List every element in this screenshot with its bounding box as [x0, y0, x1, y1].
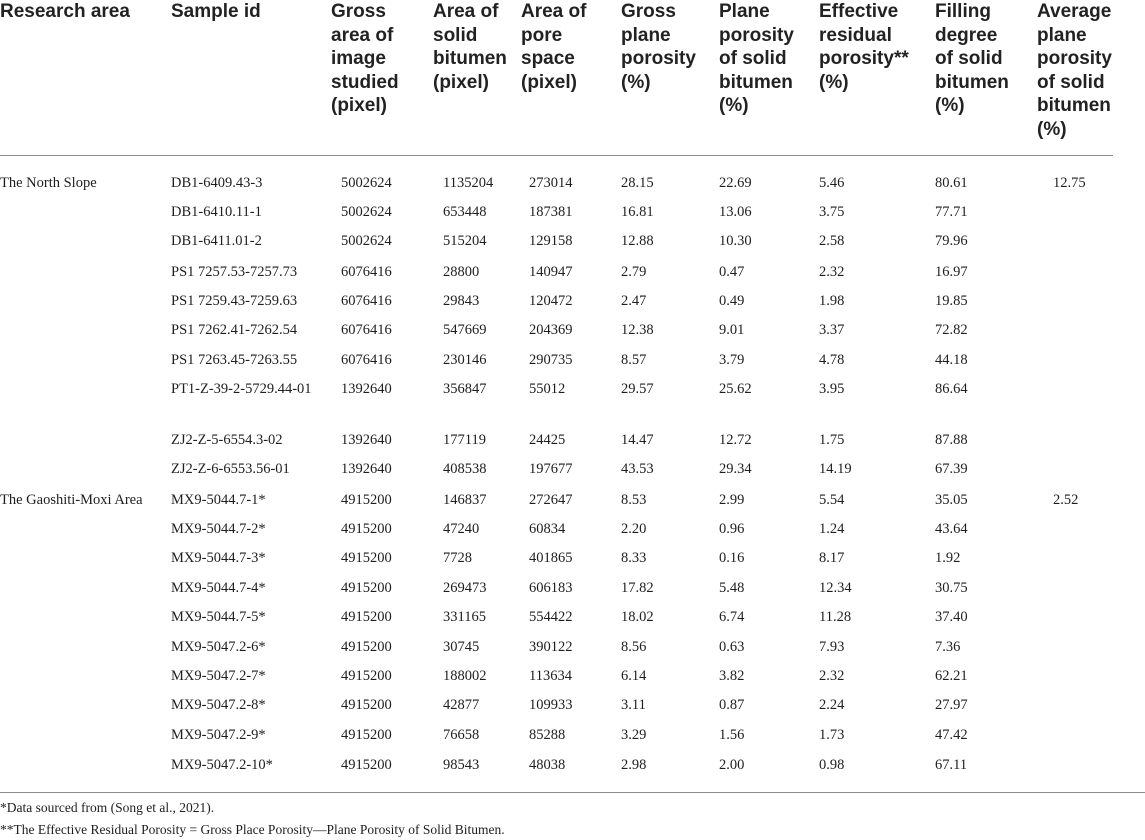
filling-degree-cell: 80.61: [935, 175, 968, 191]
effective-residual-porosity-cell: 2.24: [819, 697, 845, 713]
gross-plane-porosity-cell: 2.20: [621, 521, 647, 537]
gross-plane-porosity-cell: 29.57: [621, 381, 654, 397]
gross-area-cell: 4915200: [341, 580, 392, 596]
header-area-pore-space: Area of pore space (pixel): [521, 1, 587, 93]
plane-porosity-bitumen-cell: 0.49: [719, 293, 745, 309]
gross-area-cell: 6076416: [341, 264, 392, 280]
header-filling-degree: Filling degree of solid bitumen (%): [935, 1, 1009, 116]
gross-area-cell: 1392640: [341, 461, 392, 477]
effective-residual-porosity-cell: 1.73: [819, 727, 845, 743]
sample-id-cell: PS1 7259.43-7259.63: [171, 293, 298, 309]
gross-area-cell: 1392640: [341, 381, 392, 397]
filling-degree-cell: 37.40: [935, 609, 968, 625]
solid-bitumen-area-cell: 408538: [443, 461, 487, 477]
filling-degree-cell: 43.64: [935, 521, 968, 537]
header-divider: [0, 155, 1113, 156]
pore-space-area-cell: 290735: [529, 352, 573, 368]
header-gross-plane-porosity: Gross plane porosity (%): [621, 1, 696, 93]
solid-bitumen-area-cell: 653448: [443, 204, 487, 220]
gross-area-cell: 4915200: [341, 727, 392, 743]
filling-degree-cell: 72.82: [935, 322, 968, 338]
gross-plane-porosity-cell: 16.81: [621, 204, 654, 220]
gross-area-cell: 6076416: [341, 322, 392, 338]
effective-residual-porosity-cell: 3.37: [819, 322, 845, 338]
sample-id-cell: MX9-5044.7-2*: [171, 521, 266, 537]
pore-space-area-cell: 204369: [529, 322, 573, 338]
plane-porosity-bitumen-cell: 9.01: [719, 322, 745, 338]
solid-bitumen-area-cell: 356847: [443, 381, 487, 397]
sample-id-cell: DB1-6410.11-1: [171, 204, 262, 220]
plane-porosity-bitumen-cell: 22.69: [719, 175, 752, 191]
filling-degree-cell: 16.97: [935, 264, 968, 280]
gross-plane-porosity-cell: 6.14: [621, 668, 647, 684]
pore-space-area-cell: 120472: [529, 293, 573, 309]
pore-space-area-cell: 197677: [529, 461, 573, 477]
gross-area-cell: 4915200: [341, 521, 392, 537]
sample-id-cell: ZJ2-Z-5-6554.3-02: [171, 432, 283, 448]
plane-porosity-bitumen-cell: 2.00: [719, 757, 745, 773]
solid-bitumen-area-cell: 7728: [443, 550, 472, 566]
filling-degree-cell: 86.64: [935, 381, 968, 397]
gross-area-cell: 5002624: [341, 175, 392, 191]
effective-residual-porosity-cell: 2.58: [819, 233, 845, 249]
filling-degree-cell: 47.42: [935, 727, 968, 743]
gross-plane-porosity-cell: 3.29: [621, 727, 647, 743]
filling-degree-cell: 79.96: [935, 233, 968, 249]
table-bottom-rule: [0, 792, 1145, 793]
pore-space-area-cell: 113634: [529, 668, 572, 684]
gross-plane-porosity-cell: 14.47: [621, 432, 654, 448]
gross-area-cell: 5002624: [341, 204, 392, 220]
sample-id-cell: MX9-5044.7-1*: [171, 492, 266, 508]
plane-porosity-bitumen-cell: 0.96: [719, 521, 745, 537]
plane-porosity-bitumen-cell: 3.79: [719, 352, 745, 368]
sample-id-cell: MX9-5047.2-6*: [171, 639, 266, 655]
gross-plane-porosity-cell: 2.47: [621, 293, 647, 309]
sample-id-cell: MX9-5044.7-3*: [171, 550, 266, 566]
research-area-label: The Gaoshiti-Moxi Area: [0, 492, 143, 508]
plane-porosity-bitumen-cell: 1.56: [719, 727, 745, 743]
header-research-area: Research area: [0, 1, 130, 22]
pore-space-area-cell: 129158: [529, 233, 573, 249]
gross-area-cell: 1392640: [341, 432, 392, 448]
effective-residual-porosity-cell: 7.93: [819, 639, 845, 655]
pore-space-area-cell: 606183: [529, 580, 573, 596]
filling-degree-cell: 67.39: [935, 461, 968, 477]
gross-plane-porosity-cell: 2.79: [621, 264, 647, 280]
solid-bitumen-area-cell: 76658: [443, 727, 480, 743]
gross-plane-porosity-cell: 17.82: [621, 580, 654, 596]
solid-bitumen-area-cell: 230146: [443, 352, 487, 368]
gross-area-cell: 4915200: [341, 757, 392, 773]
plane-porosity-bitumen-cell: 0.16: [719, 550, 745, 566]
filling-degree-cell: 19.85: [935, 293, 968, 309]
research-area-label: The North Slope: [0, 175, 97, 191]
pore-space-area-cell: 24425: [529, 432, 566, 448]
solid-bitumen-area-cell: 331165: [443, 609, 486, 625]
plane-porosity-bitumen-cell: 5.48: [719, 580, 745, 596]
pore-space-area-cell: 60834: [529, 521, 566, 537]
pore-space-area-cell: 109933: [529, 697, 573, 713]
solid-bitumen-area-cell: 1135204: [443, 175, 494, 191]
filling-degree-cell: 30.75: [935, 580, 968, 596]
sample-id-cell: DB1-6409.43-3: [171, 175, 263, 191]
gross-area-cell: 4915200: [341, 697, 392, 713]
filling-degree-cell: 62.21: [935, 668, 968, 684]
plane-porosity-bitumen-cell: 2.99: [719, 492, 745, 508]
effective-residual-porosity-cell: 1.24: [819, 521, 845, 537]
sample-id-cell: MX9-5044.7-5*: [171, 609, 266, 625]
effective-residual-porosity-cell: 1.75: [819, 432, 845, 448]
filling-degree-cell: 27.97: [935, 697, 968, 713]
gross-plane-porosity-cell: 8.53: [621, 492, 647, 508]
solid-bitumen-area-cell: 269473: [443, 580, 487, 596]
solid-bitumen-area-cell: 515204: [443, 233, 487, 249]
pore-space-area-cell: 401865: [529, 550, 573, 566]
gross-plane-porosity-cell: 12.38: [621, 322, 654, 338]
sample-id-cell: ZJ2-Z-6-6553.56-01: [171, 461, 290, 477]
effective-residual-porosity-cell: 14.19: [819, 461, 852, 477]
pore-space-area-cell: 554422: [529, 609, 573, 625]
gross-plane-porosity-cell: 8.57: [621, 352, 647, 368]
effective-residual-porosity-cell: 2.32: [819, 668, 845, 684]
plane-porosity-bitumen-cell: 0.47: [719, 264, 745, 280]
gross-area-cell: 4915200: [341, 550, 392, 566]
sample-id-cell: MX9-5047.2-9*: [171, 727, 266, 743]
sample-id-cell: MX9-5047.2-10*: [171, 757, 273, 773]
sample-id-cell: DB1-6411.01-2: [171, 233, 262, 249]
gross-plane-porosity-cell: 8.56: [621, 639, 647, 655]
effective-residual-porosity-cell: 3.95: [819, 381, 845, 397]
gross-area-cell: 4915200: [341, 639, 392, 655]
effective-residual-porosity-cell: 4.78: [819, 352, 845, 368]
filling-degree-cell: 77.71: [935, 204, 968, 220]
gross-plane-porosity-cell: 3.11: [621, 697, 646, 713]
solid-bitumen-area-cell: 547669: [443, 322, 487, 338]
plane-porosity-bitumen-cell: 29.34: [719, 461, 752, 477]
filling-degree-cell: 67.11: [935, 757, 968, 773]
gross-area-cell: 4915200: [341, 668, 392, 684]
pore-space-area-cell: 273014: [529, 175, 573, 191]
filling-degree-cell: 35.05: [935, 492, 968, 508]
solid-bitumen-area-cell: 188002: [443, 668, 487, 684]
gross-plane-porosity-cell: 8.33: [621, 550, 647, 566]
gross-plane-porosity-cell: 12.88: [621, 233, 654, 249]
effective-residual-porosity-cell: 1.98: [819, 293, 845, 309]
plane-porosity-bitumen-cell: 0.87: [719, 697, 745, 713]
sample-id-cell: PS1 7262.41-7262.54: [171, 322, 298, 338]
solid-bitumen-area-cell: 177119: [443, 432, 486, 448]
sample-id-cell: MX9-5047.2-7*: [171, 668, 266, 684]
plane-porosity-bitumen-cell: 0.63: [719, 639, 745, 655]
header-plane-porosity-bitumen: Plane porosity of solid bitumen (%): [719, 1, 794, 116]
sample-id-cell: PT1-Z-39-2-5729.44-01: [171, 381, 312, 397]
pore-space-area-cell: 48038: [529, 757, 566, 773]
header-area-solid-bitumen: Area of solid bitumen (pixel): [433, 1, 507, 93]
sample-id-cell: PS1 7257.53-7257.73: [171, 264, 298, 280]
solid-bitumen-area-cell: 42877: [443, 697, 480, 713]
gross-area-cell: 6076416: [341, 293, 392, 309]
gross-plane-porosity-cell: 18.02: [621, 609, 654, 625]
plane-porosity-bitumen-cell: 25.62: [719, 381, 752, 397]
footnote-effective-porosity: **The Effective Residual Porosity = Gross Place Porosity—Plane Porosity of Solid Bitumen.: [0, 822, 505, 837]
header-effective-residual-porosity: Effective residual porosity** (%): [819, 1, 909, 93]
pore-space-area-cell: 85288: [529, 727, 566, 743]
header-sample-id: Sample id: [171, 1, 261, 22]
footnote-source: *Data sourced from (Song et al., 2021).: [0, 800, 215, 815]
filling-degree-cell: 7.36: [935, 639, 961, 655]
header-average-plane-porosity: Average plane porosity of solid bitumen (%): [1037, 1, 1112, 140]
effective-residual-porosity-cell: 5.54: [819, 492, 845, 508]
effective-residual-porosity-cell: 8.17: [819, 550, 845, 566]
solid-bitumen-area-cell: 98543: [443, 757, 480, 773]
gross-plane-porosity-cell: 28.15: [621, 175, 654, 191]
effective-residual-porosity-cell: 11.28: [819, 609, 852, 625]
pore-space-area-cell: 140947: [529, 264, 573, 280]
solid-bitumen-area-cell: 146837: [443, 492, 487, 508]
solid-bitumen-area-cell: 47240: [443, 521, 480, 537]
plane-porosity-bitumen-cell: 12.72: [719, 432, 752, 448]
gross-plane-porosity-cell: 2.98: [621, 757, 647, 773]
average-plane-porosity-value: 2.52: [1053, 492, 1079, 508]
effective-residual-porosity-cell: 2.32: [819, 264, 845, 280]
sample-id-cell: MX9-5044.7-4*: [171, 580, 266, 596]
filling-degree-cell: 1.92: [935, 550, 961, 566]
plane-porosity-bitumen-cell: 6.74: [719, 609, 745, 625]
solid-bitumen-area-cell: 29843: [443, 293, 480, 309]
pore-space-area-cell: 55012: [529, 381, 566, 397]
plane-porosity-bitumen-cell: 10.30: [719, 233, 752, 249]
pore-space-area-cell: 390122: [529, 639, 573, 655]
effective-residual-porosity-cell: 3.75: [819, 204, 845, 220]
gross-area-cell: 4915200: [341, 492, 392, 508]
solid-bitumen-area-cell: 30745: [443, 639, 480, 655]
average-plane-porosity-value: 12.75: [1053, 175, 1086, 191]
effective-residual-porosity-cell: 0.98: [819, 757, 845, 773]
plane-porosity-bitumen-cell: 3.82: [719, 668, 745, 684]
pore-space-area-cell: 272647: [529, 492, 573, 508]
gross-area-cell: 5002624: [341, 233, 392, 249]
header-gross-area: Gross area of image studied (pixel): [331, 1, 399, 116]
effective-residual-porosity-cell: 12.34: [819, 580, 852, 596]
solid-bitumen-area-cell: 28800: [443, 264, 480, 280]
sample-id-cell: PS1 7263.45-7263.55: [171, 352, 298, 368]
effective-residual-porosity-cell: 5.46: [819, 175, 845, 191]
gross-plane-porosity-cell: 43.53: [621, 461, 654, 477]
filling-degree-cell: 87.88: [935, 432, 968, 448]
filling-degree-cell: 44.18: [935, 352, 968, 368]
gross-area-cell: 6076416: [341, 352, 392, 368]
plane-porosity-bitumen-cell: 13.06: [719, 204, 752, 220]
gross-area-cell: 4915200: [341, 609, 392, 625]
pore-space-area-cell: 187381: [529, 204, 573, 220]
sample-id-cell: MX9-5047.2-8*: [171, 697, 266, 713]
